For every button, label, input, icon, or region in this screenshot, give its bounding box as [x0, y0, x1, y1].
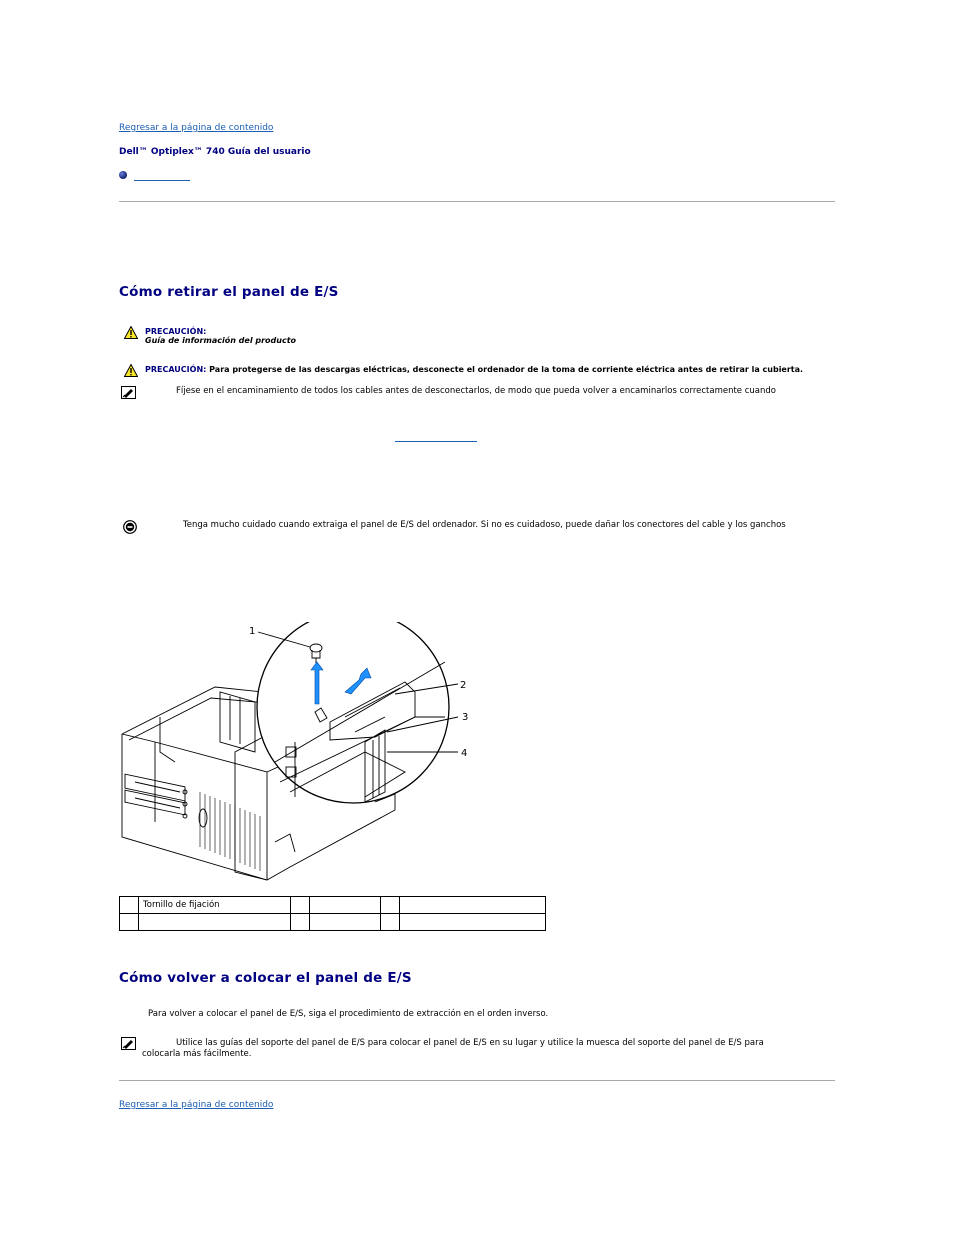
table-cell	[120, 914, 139, 931]
caution-label-2: PRECAUCIÓN:	[145, 365, 207, 374]
section-heading-replace: Cómo volver a colocar el panel de E/S	[119, 970, 412, 986]
table-cell	[139, 914, 291, 931]
note-text-2-line1: Utilice las guías del soporte del panel de E/S para colocar el panel de E/S en su lugar y utilice la muesca del soporte del panel de E/S para	[176, 1038, 764, 1048]
note-icon	[121, 386, 136, 399]
table-cell	[381, 914, 400, 931]
table-cell	[291, 914, 310, 931]
caution-block-1	[119, 325, 835, 349]
notice-text-1: Tenga mucho cuidado cuando extraiga el panel de E/S del ordenador. Si no es cuidadoso, puede dañar los conectores del cable y los ganchos	[183, 520, 786, 530]
caution-text-1: Guía de información del producto	[145, 336, 297, 345]
table-cell: Tornillo de fijación	[139, 897, 291, 914]
toc-link[interactable]	[134, 180, 190, 181]
note-block-2	[119, 1037, 835, 1063]
callout-2: 2	[460, 680, 467, 691]
section-heading-remove: Cómo retirar el panel de E/S	[119, 284, 339, 300]
toc-bullet-row	[119, 170, 199, 182]
note-block-1	[119, 385, 835, 399]
table-cell	[400, 897, 546, 914]
table-cell	[310, 897, 381, 914]
figure-legend-table	[119, 896, 546, 931]
caution-text-2: Para protegerse de las descargas eléctricas, desconecte el ordenador de la toma de corriente eléctrica antes de retirar la cubierta.	[209, 365, 804, 374]
bullet-icon	[119, 171, 127, 179]
caution-icon	[124, 364, 138, 377]
document-title: Dell™ Optiplex™ 740 Guía del usuario	[119, 147, 311, 157]
io-panel-removal-illustration	[115, 622, 475, 884]
step-link[interactable]	[395, 441, 477, 442]
table-cell	[120, 897, 139, 914]
table-cell	[381, 897, 400, 914]
replace-paragraph: Para volver a colocar el panel de E/S, siga el procedimiento de extracción en el orden inverso.	[148, 1009, 549, 1019]
notice-block-1	[119, 519, 835, 535]
notice-icon	[123, 520, 137, 534]
back-to-contents-link-bottom[interactable]: Regresar a la página de contenido	[119, 1100, 274, 1110]
callout-4: 4	[461, 748, 468, 759]
divider-top	[119, 201, 835, 202]
note-text-2-line2: colocarla más fácilmente.	[142, 1049, 252, 1059]
caution-block-2	[119, 363, 835, 377]
caution-label-1: PRECAUCIÓN:	[145, 327, 207, 336]
table-cell	[291, 897, 310, 914]
callout-3: 3	[462, 712, 469, 723]
note-icon	[121, 1037, 136, 1050]
table-row	[120, 897, 546, 914]
table-row	[120, 914, 546, 931]
table-cell	[400, 914, 546, 931]
callout-1: 1	[249, 626, 256, 637]
caution-icon	[124, 326, 138, 339]
divider-bottom	[119, 1080, 835, 1081]
table-cell	[310, 914, 381, 931]
note-text-1: Fíjese en el encaminamiento de todos los cables antes de desconectarlos, de modo que pueda volver a encaminarlos correctamente cuando	[176, 386, 776, 396]
back-to-contents-link-top[interactable]: Regresar a la página de contenido	[119, 123, 274, 133]
